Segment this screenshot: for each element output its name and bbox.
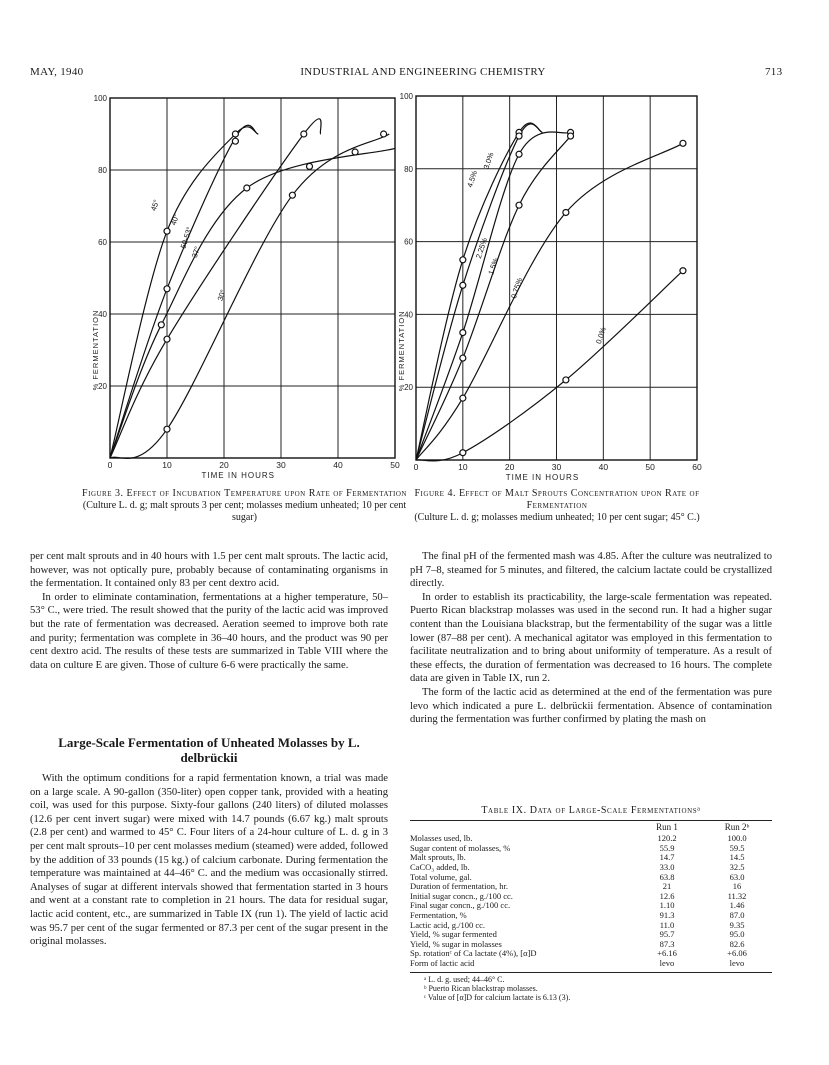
data-point <box>680 268 686 274</box>
section-heading: Large-Scale Fermentation of Unheated Molasses by L. delbrückii <box>58 735 360 765</box>
table-cell-run-1: 55.9 <box>659 842 675 853</box>
table-cell-run-2: +6.06 <box>727 948 747 959</box>
x-tick-label: 60 <box>692 462 702 472</box>
y-axis-label: % FERMENTATION <box>397 310 406 392</box>
x-tick-label: 30 <box>551 462 562 472</box>
table-cell-run-1: 91.3 <box>659 909 675 920</box>
table-header-run-1: Run 1 <box>656 821 678 832</box>
series-label: 37° <box>189 245 203 259</box>
table-cell-run-2: 32.5 <box>729 861 745 872</box>
table-cell-run-1: levo <box>659 957 675 968</box>
y-tick-label: 20 <box>98 382 107 391</box>
series-line <box>110 127 258 458</box>
y-tick-label: 20 <box>404 383 413 393</box>
data-point <box>460 282 466 288</box>
table-row-label: Duration of fermentation, hr. <box>410 881 508 892</box>
data-point <box>352 149 358 155</box>
x-tick-label: 0 <box>413 462 419 472</box>
data-point <box>232 138 238 144</box>
y-tick-label: 60 <box>98 238 107 247</box>
paragraph: With the optimum conditions for a rapid fermentation known, a trial was made on a large scale. A 90-gallon (350-liter) open copper tank, provided with a heating coil, was used for this purpose. Sixty-four gallons (240 liters) of diluted molasses (12.6 per cent invert sugar) were mixed with 14.7 pounds (6.67 kg.) malt sprouts (2.8 per cent) and warmed to 45° C. Four liters of a 24-hour culture of L. d. g in 3 per cent malt sprouts–10 per cent molasses medium (steamed) were added, followed by the addition of 33 pounds (15 kg.) of calcium carbonate. During fermentation the temperature was maintained at 44–46° C. and the medium was occasionally stirred. Analyses of sugar at different intervals showed that fermentation started in 3 hours and went at a constant rate to completion in 21 hours. The data for residual sugar, lactic acid content, etc., are summarized in Table IX (run 1). The yield of lactic acid was 95.7 per cent of the sugar fermented or 87.3 per cent of the sugar present in the original molasses. <box>30 773 388 948</box>
table-cell-run-1: 1.10 <box>659 900 675 911</box>
figure-4-caption <box>407 488 707 524</box>
series-label: 45° <box>148 198 161 213</box>
running-header-date: MAY, 1940 <box>30 66 84 78</box>
figure-3-caption-conditions: (Culture L. d. g; malt sprouts 3 per cent; molasses medium unheated; 10 per cent sugar) <box>82 500 407 523</box>
table-cell-run-2: 11.32 <box>727 890 747 901</box>
paragraph: per cent malt sprouts and in 40 hours with 1.5 per cent malt sprouts. The lactic acid, however, was not optically pure, probably because of contaminating organisms in the fermentation. It contained only 83 per cent dextro acid. <box>30 551 388 590</box>
table-cell-run-2: 82.6 <box>729 938 745 949</box>
series-line <box>416 136 571 460</box>
table-footnote: ᶜ Value of [α]D for calcium lactate is 6.13 (3). <box>424 992 571 1002</box>
x-axis-label: TIME IN HOURS <box>505 473 580 482</box>
y-tick-label: 100 <box>399 92 413 101</box>
table-cell-run-1: 120.2 <box>657 833 677 844</box>
data-point <box>244 185 250 191</box>
table-row-label: Lactic acid, g./100 cc. <box>410 919 486 930</box>
table-cell-run-1: 87.3 <box>659 938 675 949</box>
y-tick-label: 80 <box>98 166 107 175</box>
data-point <box>307 163 313 169</box>
y-tick-label: 100 <box>93 94 107 103</box>
series-line <box>110 134 389 458</box>
data-point <box>164 286 170 292</box>
x-tick-label: 50 <box>390 460 400 470</box>
data-point <box>516 151 522 157</box>
data-point <box>164 336 170 342</box>
data-point <box>568 133 574 139</box>
data-point <box>680 140 686 146</box>
data-point <box>158 322 164 328</box>
table-row-label: Fermentation, % <box>410 909 467 920</box>
data-point <box>460 395 466 401</box>
table-cell-run-1: 95.7 <box>659 929 675 940</box>
series-label: 0.75% <box>509 276 525 300</box>
table-ix <box>410 806 772 1002</box>
table-cell-run-2: 1.46 <box>729 900 745 911</box>
x-tick-label: 30 <box>276 460 286 470</box>
table-cell-run-2: 16 <box>732 881 742 892</box>
figure-3-caption-title: Figure 3. Effect of Incubation Temperature upon Rate of Fermentation <box>82 488 407 499</box>
data-point <box>289 192 295 198</box>
running-header-journal: INDUSTRIAL AND ENGINEERING CHEMISTRY <box>300 66 546 78</box>
series-label: 3.0% <box>481 151 496 171</box>
table-footnote: ᵇ Puerto Rican blackstrap molasses. <box>424 983 538 993</box>
data-point <box>232 131 238 137</box>
series-label: 30° <box>215 288 228 303</box>
table-cell-run-1: 63.8 <box>659 871 675 882</box>
data-point <box>460 257 466 263</box>
table-cell-run-2: levo <box>729 957 745 968</box>
series-label: 0.0% <box>594 325 608 345</box>
data-point <box>460 330 466 336</box>
table-cell-run-2: 9.35 <box>729 919 745 930</box>
data-point <box>460 450 466 456</box>
table-row-label: Yield, % sugar in molasses <box>410 938 502 949</box>
data-point <box>563 377 569 383</box>
series-label: 40° <box>168 212 181 227</box>
series-line <box>416 271 683 461</box>
left-column-text <box>30 550 388 672</box>
data-point <box>164 426 170 432</box>
table-header-run-2: Run 2ᵇ <box>724 821 750 832</box>
paragraph: In order to eliminate contamination, fermentations at a higher temperature, 50–53° C., were tried. The result showed that the purity of the lactic acid was improved but the rate of fermentation was decreased. Aeration seemed to improve both rate and purity; fermentation was complete in 36–40 hours, and the product was 90 per cent dextro acid. The results of these tests are summarized in Table VIII where the data on culture E are given. Those of culture 6-6 were practically the same. <box>30 591 388 671</box>
data-point <box>460 355 466 361</box>
table-row-label: CaCO₃ added, lb. <box>410 861 470 872</box>
x-tick-label: 10 <box>458 462 468 472</box>
x-tick-label: 50 <box>645 462 655 472</box>
table-cell-run-1: 14.7 <box>659 852 675 863</box>
data-point <box>516 133 522 139</box>
figure-3-chart <box>74 90 404 482</box>
table-cell-run-1: 11.0 <box>659 919 675 930</box>
table-cell-run-2: 95.0 <box>729 929 745 940</box>
table-cell-run-2: 14.5 <box>729 852 745 863</box>
data-point <box>301 131 307 137</box>
data-point <box>563 209 569 215</box>
x-tick-label: 10 <box>162 460 172 470</box>
series-label: 2.25% <box>473 236 490 260</box>
figure-4-caption-title: Figure 4. Effect of Malt Sprouts Concentration upon Rate of Fermentation <box>414 488 700 511</box>
table-row-label: Yield, % sugar fermented <box>410 929 497 940</box>
x-tick-label: 20 <box>504 462 515 472</box>
page-number: 713 <box>765 66 783 78</box>
table-row-label: Sp. rotationᶜ of Ca lactate (4%), [α]D <box>410 948 537 959</box>
x-tick-label: 20 <box>219 460 229 470</box>
figure-3-caption <box>82 488 407 524</box>
series-line <box>110 148 395 458</box>
series-label: 4.5% <box>465 169 480 189</box>
table-row <box>410 959 772 969</box>
table-row-label: Form of lactic acid <box>410 957 475 968</box>
table-row-label: Sugar content of molasses, % <box>410 842 511 853</box>
y-tick-label: 80 <box>404 164 413 174</box>
table-row-label: Initial sugar concn., g./100 cc. <box>410 890 513 901</box>
y-tick-label: 40 <box>98 310 107 319</box>
table-cell-run-2: 87.0 <box>729 909 745 920</box>
data-point <box>164 228 170 234</box>
table-title: Table IX. Data of Large-Scale Fermentationsᵃ <box>481 805 701 816</box>
table-cell-run-1: 21 <box>662 881 672 892</box>
series-label: 50-53° <box>178 225 194 250</box>
x-tick-label: 0 <box>107 460 113 470</box>
figure-4-caption-conditions: (Culture L. d. g; molasses medium unheated; 10 per cent sugar; 45° C.) <box>414 512 700 523</box>
series-label: 1.5% <box>486 256 501 276</box>
table-footnote: ᵃ L. d. g. used; 44–46° C. <box>424 974 505 984</box>
table-row-label: Total volume, gal. <box>410 871 472 882</box>
left-column-section-text <box>30 772 388 949</box>
table-cell-run-1: 12.6 <box>659 890 675 901</box>
table-cell-run-1: +6.16 <box>657 948 677 959</box>
data-point <box>516 202 522 208</box>
paragraph: The form of the lactic acid as determined at the end of the fermentation was pure levo which indicated a pure L. delbrückii fermentation. Absence of contamination during the fermentation was further confirmed by plating the mash on <box>410 686 772 726</box>
table-row-label: Final sugar concn., g./100 cc. <box>410 900 511 911</box>
figure-4-chart <box>384 88 714 482</box>
paragraph: In order to establish its practicability, the large-scale fermentation was repeated. Puerto Rican blackstrap molasses was used in the second run. It had a higher sugar content than the Louisiana blackstrap, but the fermentability of the sugar was a little lower (87–88 per cent). A mechanical agitator was employed in this fermentation to facilitate neutralization and to bring about uniformity of temperature. As a result of these effects, the duration of fermentation was decreased to 16 hours. The complete data are given in Table IX, run 2. <box>410 591 772 685</box>
x-axis-label: TIME IN HOURS <box>201 471 275 480</box>
y-tick-label: 60 <box>404 237 413 247</box>
table-cell-run-1: 33.0 <box>659 861 675 872</box>
x-tick-label: 40 <box>333 460 343 470</box>
table-cell-run-2: 63.0 <box>729 871 745 882</box>
y-axis-label: % FERMENTATION <box>91 309 100 391</box>
table-cell-run-2: 100.0 <box>727 833 747 844</box>
paragraph: The final pH of the fermented mash was 4.85. After the culture was neutralized to pH 7–8, steamed for 5 minutes, and filtered, the calcium lactate could be crystallized directly. <box>410 551 772 590</box>
series-line <box>416 143 683 460</box>
table-row-label: Malt sprouts, lb. <box>410 852 466 863</box>
right-column-text <box>410 550 772 727</box>
x-tick-label: 40 <box>598 462 609 472</box>
table-cell-run-2: 59.5 <box>729 842 745 853</box>
table-row-label: Molasses used, lb. <box>410 833 473 844</box>
y-tick-label: 40 <box>404 310 413 320</box>
